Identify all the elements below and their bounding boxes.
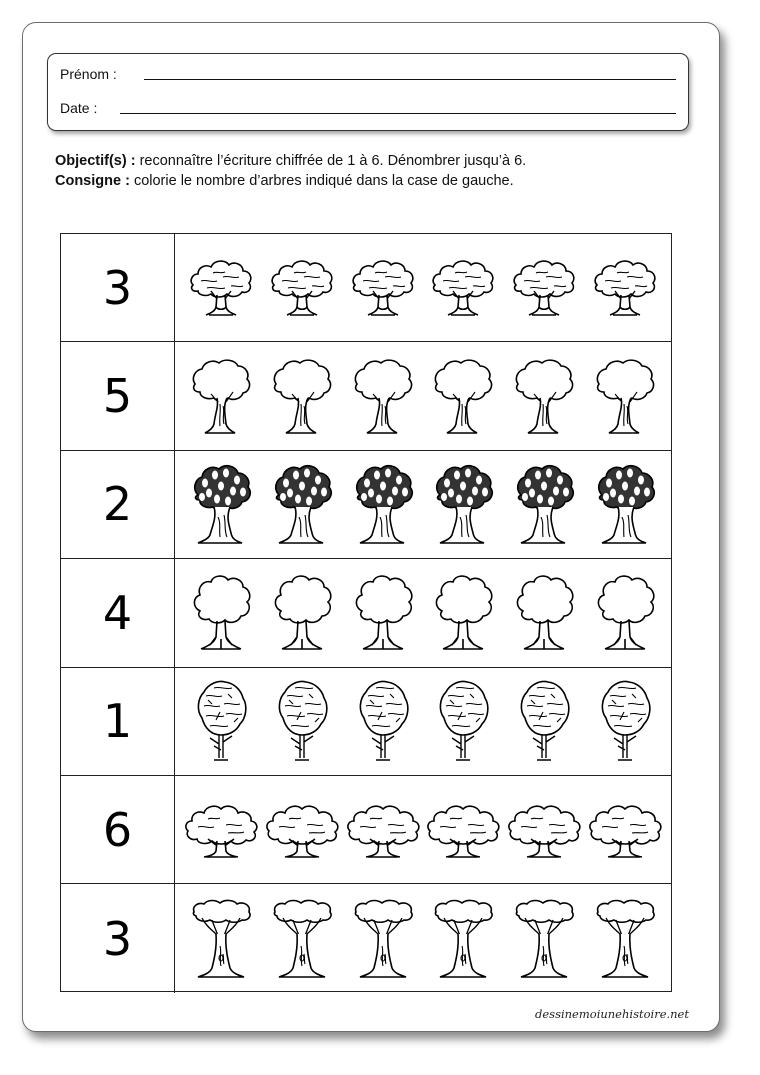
site-credit: dessinemoiunehistoire.net: [535, 1007, 689, 1021]
dark-leaf-tree-icon[interactable]: [269, 461, 335, 547]
first-name-line[interactable]: [144, 79, 676, 80]
spreading-oak-tree-icon[interactable]: [505, 799, 583, 861]
grid-row: [61, 559, 671, 667]
flat-top-tree-icon[interactable]: [592, 896, 658, 982]
oval-textured-tree-icon[interactable]: [515, 678, 573, 764]
bushy-wide-tree-icon[interactable]: [349, 255, 417, 321]
cloud-outline-tree-icon[interactable]: [511, 571, 577, 655]
target-number: 2: [61, 451, 175, 558]
spreading-oak-tree-icon[interactable]: [344, 799, 422, 861]
objective-line: [55, 151, 695, 171]
spreading-oak-tree-icon[interactable]: [586, 799, 664, 861]
bushy-wide-tree-icon[interactable]: [591, 255, 659, 321]
cloud-outline-tree-icon[interactable]: [430, 571, 496, 655]
round-leafy-tree-icon[interactable]: [510, 354, 578, 438]
flat-top-tree-icon[interactable]: [269, 896, 335, 982]
bushy-wide-tree-icon[interactable]: [187, 255, 255, 321]
spreading-oak-tree-icon[interactable]: [182, 799, 260, 861]
instruction-label: Consigne :: [55, 173, 130, 189]
spreading-oak-tree-icon[interactable]: [424, 799, 502, 861]
target-number: 1: [61, 668, 175, 775]
instruction-text: colorie le nombre d’arbres indiqué dans la case de gauche.: [129, 173, 514, 189]
round-leafy-tree-icon[interactable]: [591, 354, 659, 438]
tree-strip: [175, 234, 671, 341]
tree-strip: [175, 342, 671, 449]
worksheet-page: [22, 22, 720, 1032]
tree-strip: [175, 559, 671, 666]
date-line[interactable]: [120, 113, 676, 114]
counting-grid: [60, 233, 672, 992]
target-number: 3: [61, 234, 175, 341]
oval-textured-tree-icon[interactable]: [192, 678, 250, 764]
tree-strip: [175, 451, 671, 558]
cloud-outline-tree-icon[interactable]: [188, 571, 254, 655]
oval-textured-tree-icon[interactable]: [434, 678, 492, 764]
objective-text: reconnaître l’écriture chiffrée de 1 à 6. Dénombrer jusqu’à 6.: [135, 153, 527, 169]
grid-row: [61, 884, 671, 992]
cloud-outline-tree-icon[interactable]: [592, 571, 658, 655]
grid-row: [61, 451, 671, 559]
spreading-oak-tree-icon[interactable]: [263, 799, 341, 861]
target-number: 3: [61, 884, 175, 992]
grid-row: [61, 776, 671, 884]
bushy-wide-tree-icon[interactable]: [510, 255, 578, 321]
cloud-outline-tree-icon[interactable]: [269, 571, 335, 655]
dark-leaf-tree-icon[interactable]: [188, 461, 254, 547]
oval-textured-tree-icon[interactable]: [596, 678, 654, 764]
bushy-wide-tree-icon[interactable]: [268, 255, 336, 321]
dark-leaf-tree-icon[interactable]: [511, 461, 577, 547]
dark-leaf-tree-icon[interactable]: [350, 461, 416, 547]
round-leafy-tree-icon[interactable]: [268, 354, 336, 438]
date-field[interactable]: [60, 100, 676, 116]
dark-leaf-tree-icon[interactable]: [592, 461, 658, 547]
flat-top-tree-icon[interactable]: [430, 896, 496, 982]
tree-strip: [175, 884, 671, 992]
dark-leaf-tree-icon[interactable]: [430, 461, 496, 547]
grid-row: [61, 342, 671, 450]
first-name-label: Prénom :: [60, 66, 117, 82]
grid-row: [61, 668, 671, 776]
first-name-field[interactable]: [60, 66, 676, 82]
tree-strip: [175, 668, 671, 775]
flat-top-tree-icon[interactable]: [350, 896, 416, 982]
target-number: 5: [61, 342, 175, 449]
round-leafy-tree-icon[interactable]: [429, 354, 497, 438]
round-leafy-tree-icon[interactable]: [187, 354, 255, 438]
date-label: Date :: [60, 100, 98, 116]
cloud-outline-tree-icon[interactable]: [350, 571, 416, 655]
grid-row: [61, 234, 671, 342]
objective-label: Objectif(s) :: [55, 153, 136, 169]
flat-top-tree-icon[interactable]: [511, 896, 577, 982]
tree-strip: [175, 776, 671, 883]
instructions: [55, 151, 695, 191]
round-leafy-tree-icon[interactable]: [349, 354, 417, 438]
flat-top-tree-icon[interactable]: [188, 896, 254, 982]
student-info-box: [47, 53, 689, 131]
target-number: 4: [61, 559, 175, 666]
target-number: 6: [61, 776, 175, 883]
oval-textured-tree-icon[interactable]: [354, 678, 412, 764]
bushy-wide-tree-icon[interactable]: [429, 255, 497, 321]
oval-textured-tree-icon[interactable]: [273, 678, 331, 764]
instruction-line: [55, 171, 695, 191]
